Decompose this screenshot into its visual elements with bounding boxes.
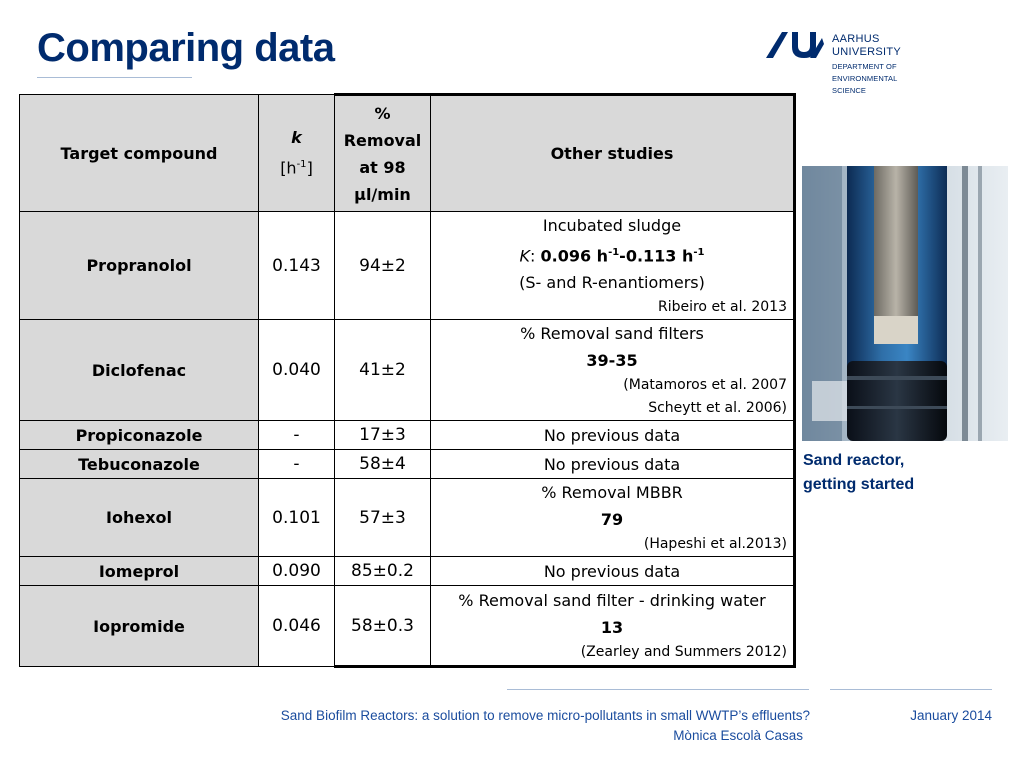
table-row <box>20 557 795 586</box>
photo-caption-line-2: getting started <box>803 476 915 493</box>
row-k-value: 0.046 <box>259 586 335 667</box>
other-reference: (Zearley and Summers 2012) <box>580 644 787 661</box>
other-k-exp-a: -1 <box>608 247 620 258</box>
row-removal-value: 94±2 <box>335 212 431 320</box>
row-other-studies: No previous data <box>431 421 795 450</box>
other-reference: (Hapeshi et al.2013) <box>643 536 787 553</box>
table-row <box>20 421 795 450</box>
other-line-1: Incubated sludge <box>542 216 682 235</box>
other-reference-2: Scheytt et al. 2006) <box>648 400 787 417</box>
photo-caption <box>803 449 914 497</box>
header-removal-line-3: at 98 <box>359 157 406 177</box>
logo-text-department: DEPARTMENT OF ENVIRONMENTAL SCIENCE <box>832 62 898 95</box>
other-k-colon: : <box>530 246 541 266</box>
other-k-symbol: K <box>519 246 530 266</box>
logo-text-university: UNIVERSITY <box>832 46 902 58</box>
row-k-value: - <box>259 450 335 479</box>
table-row <box>20 479 795 557</box>
header-removal-line-4: µl/min <box>354 184 411 204</box>
row-removal-value: 41±2 <box>335 320 431 421</box>
header-removal-line-2: Removal <box>343 130 422 150</box>
other-line-2 <box>437 239 787 269</box>
row-other-studies <box>431 212 795 320</box>
row-k-value: 0.101 <box>259 479 335 557</box>
sand-reactor-photo <box>802 166 1008 441</box>
row-other-studies: No previous data <box>431 557 795 586</box>
footer-divider-left <box>507 689 809 690</box>
footer-presentation-title: Sand Biofilm Reactors: a solution to remove micro-pollutants in small WWTP’s effluents? <box>280 708 810 723</box>
row-compound-name: Iomeprol <box>20 557 259 586</box>
other-k-exp-b: -1 <box>693 247 705 258</box>
other-line-1: % Removal sand filters <box>520 324 704 344</box>
header-removal <box>335 95 431 212</box>
row-k-value: - <box>259 421 335 450</box>
other-line-1: % Removal sand filter - drinking water <box>458 591 766 611</box>
photo-caption-line-1: Sand reactor, <box>803 452 905 469</box>
row-k-value: 0.040 <box>259 320 335 421</box>
title-underline <box>37 77 192 78</box>
row-removal-value: 85±0.2 <box>335 557 431 586</box>
row-compound-name: Tebuconazole <box>20 450 259 479</box>
footer-date: January 2014 <box>910 708 992 723</box>
row-other-studies <box>431 586 795 667</box>
header-k-unit-exp: -1 <box>296 159 307 171</box>
row-removal-value: 57±3 <box>335 479 431 557</box>
other-value: 79 <box>600 510 624 530</box>
row-other-studies: No previous data <box>431 450 795 479</box>
row-k-value: 0.090 <box>259 557 335 586</box>
sand-reactor-image <box>802 166 1008 441</box>
row-removal-value: 58±4 <box>335 450 431 479</box>
table-header-row <box>20 95 795 212</box>
table-row <box>20 586 795 667</box>
other-k-value-b: -0.113 h <box>619 246 694 266</box>
other-reference-1: (Matamoros et al. 2007 <box>623 377 787 394</box>
slide-title: Comparing data <box>37 26 335 70</box>
other-value: 39-35 <box>586 351 638 371</box>
other-value: 13 <box>600 618 624 638</box>
row-compound-name: Propiconazole <box>20 421 259 450</box>
row-removal-value: 17±3 <box>335 421 431 450</box>
header-other-studies: Other studies <box>431 95 795 212</box>
footer-divider-right <box>830 689 992 690</box>
other-line-3: (S- and R-enantiomers) <box>519 273 705 293</box>
other-line-1: % Removal MBBR <box>541 483 683 503</box>
row-compound-name: Iopromide <box>20 586 259 667</box>
row-compound-name: Propranolol <box>20 212 259 320</box>
row-compound-name: Diclofenac <box>20 320 259 421</box>
table-row <box>20 450 795 479</box>
comparison-table <box>19 93 796 668</box>
header-target-compound: Target compound <box>20 95 259 212</box>
header-k-symbol: k <box>291 128 302 148</box>
logo-text-aarhus: AARHUS <box>832 33 880 45</box>
row-other-studies <box>431 320 795 421</box>
header-k-unit-open: [h <box>280 158 297 178</box>
row-other-studies <box>431 479 795 557</box>
row-k-value: 0.143 <box>259 212 335 320</box>
header-k <box>259 95 335 212</box>
other-reference: Ribeiro et al. 2013 <box>657 299 787 316</box>
table-row <box>20 320 795 421</box>
row-removal-value: 58±0.3 <box>335 586 431 667</box>
table-row <box>20 212 795 320</box>
header-k-unit-close: ] <box>306 158 313 178</box>
other-k-value-a: 0.096 h <box>540 246 609 266</box>
footer-author: Mònica Escolà Casas <box>673 728 803 743</box>
au-logo-icon <box>766 30 826 60</box>
row-compound-name: Iohexol <box>20 479 259 557</box>
header-removal-line-1: % <box>374 103 391 123</box>
